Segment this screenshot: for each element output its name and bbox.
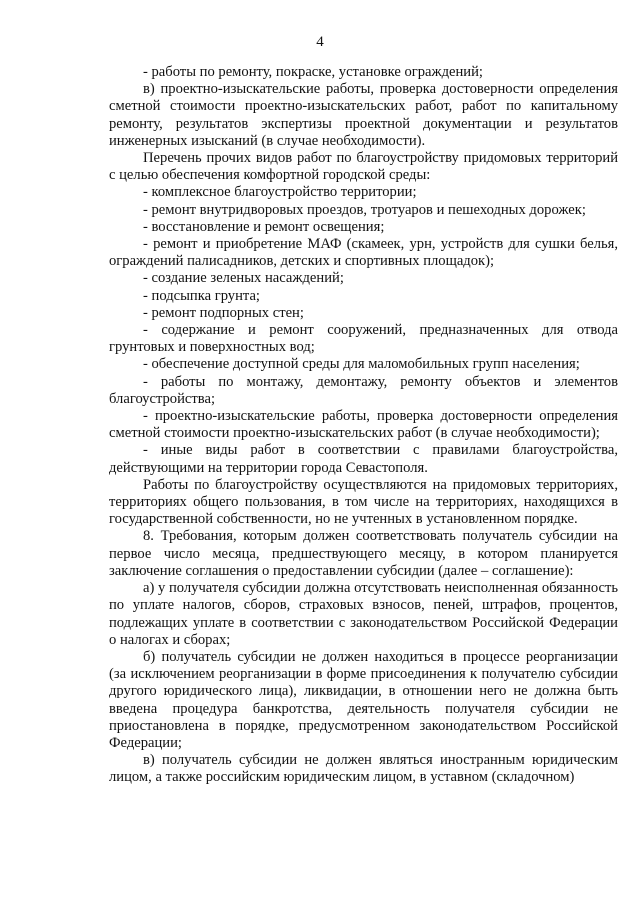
paragraph: - ремонт и приобретение МАФ (скамеек, урн, устройств для сушки белья, ограждений палисадников, детских и спортивных площадок); — [109, 236, 618, 270]
paragraph: - содержание и ремонт сооружений, предназначенных для отвода грунтовых и поверхностных вод; — [109, 322, 618, 356]
paragraph: - создание зеленых насаждений; — [143, 270, 344, 287]
paragraph: - работы по монтажу, демонтажу, ремонту объектов и элементов благоустройства; — [109, 373, 618, 407]
page-number: 4 — [316, 34, 324, 50]
paragraph: - обеспечение доступной среды для маломобильных групп населения; — [143, 356, 580, 373]
document-body — [109, 64, 618, 787]
paragraph: 8. Требования, которым должен соответствовать получатель субсидии на первое число месяца, предшествующего месяцу, в котором планируется заключение соглашения о предоставлении субсидии (далее – соглашение): — [109, 528, 618, 579]
paragraph: в) получатель субсидии не должен являться иностранным юридическим лицом, а также российским юридическим лицом, в уставном (складочном) — [109, 752, 618, 786]
paragraph: а) у получателя субсидии должна отсутствовать неисполненная обязанность по уплате налогов, сборов, страховых взносов, пеней, штрафов, процентов, подлежащих уплате в соответствии с законодательством Российской Федерации о налогах и сборах; — [109, 580, 618, 648]
paragraph: Работы по благоустройству осуществляются на придомовых территориях, территориях общего пользования, в том числе на территориях, находящихся в государственной собственности, но не учтенных в установленном порядке. — [109, 476, 618, 528]
paragraph: - иные виды работ в соответствии с правилами благоустройства, действующими на территории города Севастополя. — [109, 442, 618, 476]
paragraph: - работы по ремонту, покраске, установке ограждений; — [143, 64, 483, 80]
paragraph: - комплексное благоустройство территории; — [143, 184, 417, 201]
paragraph: Перечень прочих видов работ по благоустройству придомовых территорий с целью обеспечения комфортной городской среды: — [109, 150, 618, 184]
paragraph: - ремонт подпорных стен; — [143, 304, 304, 321]
paragraph: в) проектно-изыскательские работы, проверка достоверности определения сметной стоимости проектно-изыскательских работ, работ по капитальному ремонту, результатов экспертизы проектной документации и результатов инженерных изысканий (в случае необходимости). — [109, 81, 618, 149]
paragraph: б) получатель субсидии не должен находиться в процессе реорганизации (за исключением реорганизации в форме присоединения к получателю субсидии другого юридического лица), ликвидации, в отношении него не должна быть введена процедура банкротства, деятельность получателя субсидии не приостановлена в порядке, предусмотренном законодательством Российской Федерации; — [109, 648, 618, 751]
paragraph: - подсыпка грунта; — [143, 287, 260, 304]
paragraph: - проектно-изыскательские работы, проверка достоверности определения сметной стоимости проектно-изыскательских работ (в случае необходимости); — [109, 408, 618, 442]
paragraph: - ремонт внутридворовых проездов, тротуаров и пешеходных дорожек; — [143, 201, 586, 218]
paragraph: - восстановление и ремонт освещения; — [143, 218, 385, 235]
